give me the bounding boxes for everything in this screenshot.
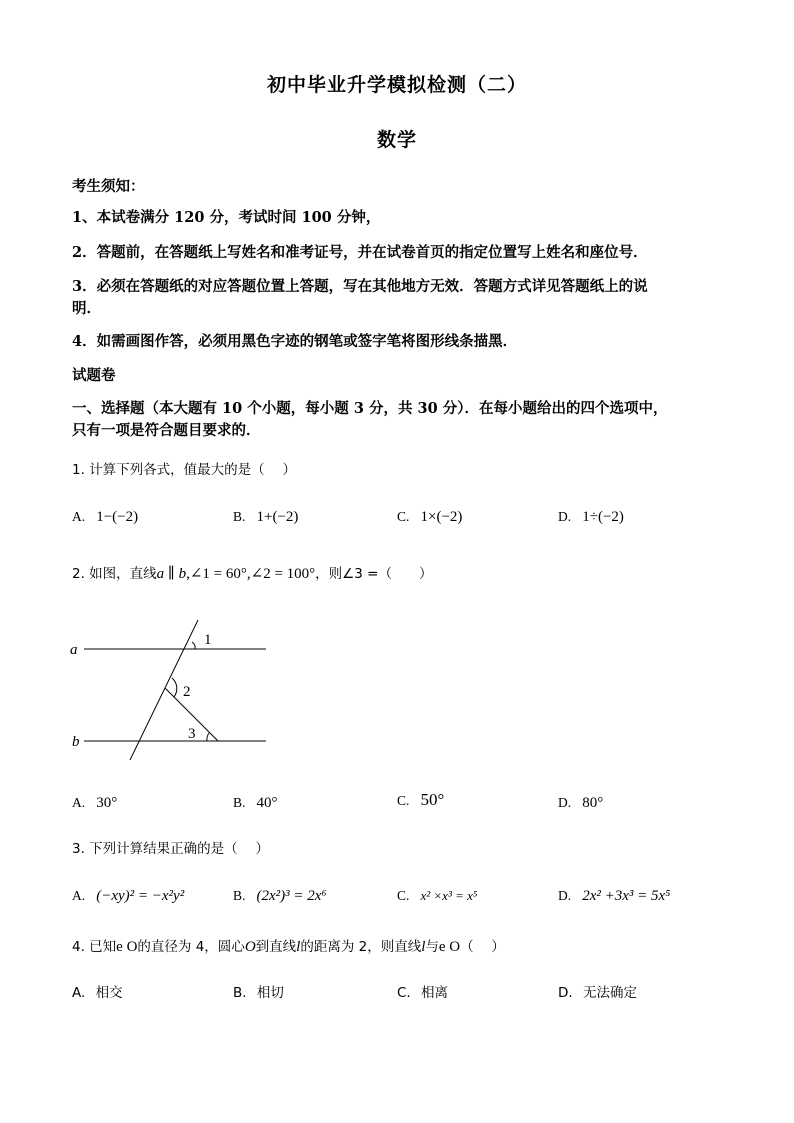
option-text: 无法确定 xyxy=(582,985,637,1001)
option-value: 50° xyxy=(420,790,445,809)
notice-item-3-cont: 明． xyxy=(72,300,101,317)
option-label: C. xyxy=(397,985,411,1001)
option-expr: 1÷(−2) xyxy=(582,509,624,525)
q2-option-c xyxy=(397,790,444,810)
q4-stem-mid2: 到直线 xyxy=(255,939,297,955)
q4-stem-mid3: 的距离为 2，则直线 xyxy=(300,939,422,955)
q3-option-a xyxy=(72,885,184,905)
angle-2-arc xyxy=(172,678,177,697)
option-expr: 1−(−2) xyxy=(96,509,139,525)
label-b: b xyxy=(72,734,80,750)
q3-option-b xyxy=(233,885,327,905)
q4-line-2: l xyxy=(421,939,426,955)
notice-item-4: 4．如需画图作答，必须用黑色字迹的钢笔或签字笔将图形线条描黑． xyxy=(72,333,518,350)
option-value: 30° xyxy=(96,795,118,811)
option-expr: 2x² +3x³ = 5x⁵ xyxy=(582,888,671,904)
q1-option-c xyxy=(397,506,462,526)
section-label: 试题卷 xyxy=(72,367,116,384)
q4-center: O xyxy=(244,939,256,955)
option-label: D. xyxy=(558,985,573,1001)
option-label: B. xyxy=(233,888,246,903)
notice-item-2: 2．答题前，在答题纸上写姓名和准考证号，并在试卷首页的指定位置写上姓名和座位号． xyxy=(72,244,648,261)
q4-stem-suffix: （ ） xyxy=(460,939,505,955)
angle-1-arc xyxy=(192,642,195,649)
q2-option-b xyxy=(233,792,277,812)
option-label: C. xyxy=(397,888,410,903)
q4-option-c xyxy=(397,981,448,1001)
option-label: A. xyxy=(72,985,86,1001)
option-text: 相离 xyxy=(421,985,449,1001)
notice-heading: 考生须知： xyxy=(72,178,145,195)
q1-option-d xyxy=(558,506,624,526)
option-expr: 1×(−2) xyxy=(420,509,463,525)
option-label: C. xyxy=(397,509,410,524)
q4-line: l xyxy=(296,939,301,955)
q2-option-d xyxy=(558,792,603,812)
section-heading-line1: 一、选择题（本大题有 10 个小题，每小题 3 分，共 30 分）．在每小题给出的四个选项中， xyxy=(72,400,668,417)
q4-stem-mid4: 与 xyxy=(425,939,439,955)
option-label: B. xyxy=(233,985,247,1001)
q2-stem-b: b xyxy=(178,566,187,582)
option-label: C. xyxy=(397,793,410,808)
q4-option-a xyxy=(72,981,123,1001)
q1-option-b xyxy=(233,506,298,526)
q4-stem-mid1: 的直径为 4，圆心 xyxy=(137,939,245,955)
notice-item-1: 1、本试卷满分 120 分，考试时间 100 分钟， xyxy=(72,209,381,226)
option-label: B. xyxy=(233,509,246,524)
q3-option-d xyxy=(558,885,670,905)
q2-stem-a: a xyxy=(156,566,165,582)
q3-stem: 3. 下列计算结果正确的是（ ） xyxy=(72,841,269,857)
q4-option-b xyxy=(233,981,284,1001)
option-value: 80° xyxy=(582,795,604,811)
label-angle-1: 1 xyxy=(204,632,212,648)
q1-option-a xyxy=(72,506,138,526)
option-label: D. xyxy=(558,795,572,810)
option-expr: 1+(−2) xyxy=(256,509,299,525)
option-label: A. xyxy=(72,509,86,524)
option-expr: x² ×x³ = x⁵ xyxy=(420,888,478,903)
q2-stem-prefix: 2. 如图，直线 xyxy=(72,566,157,582)
q4-circle: e O xyxy=(116,939,138,955)
q2-stem xyxy=(72,562,432,583)
q2-stem-parallel: ∥ xyxy=(164,566,179,582)
parallel-lines-figure xyxy=(68,620,278,760)
option-label: D. xyxy=(558,888,572,903)
subject-title: 数学 xyxy=(376,129,417,151)
q4-stem-prefix: 4. 已知 xyxy=(72,939,117,955)
label-a: a xyxy=(70,642,78,658)
option-label: A. xyxy=(72,888,86,903)
option-label: A. xyxy=(72,795,86,810)
notice-item-3: 3．必须在答题纸的对应答题位置上答题，写在其他地方无效．答题方式详见答题纸上的说 xyxy=(72,278,648,295)
q4-stem xyxy=(72,935,505,956)
q4-option-d xyxy=(558,981,637,1001)
option-label: D. xyxy=(558,509,572,524)
option-expr: (−xy)² = −x²y² xyxy=(96,888,185,904)
option-value: 40° xyxy=(256,795,278,811)
q2-stem-angles: ,∠1 = 60°,∠2 = 100° xyxy=(186,566,316,582)
option-text: 相交 xyxy=(95,985,123,1001)
label-angle-3: 3 xyxy=(188,726,196,742)
q2-option-a xyxy=(72,792,117,812)
q3-option-c xyxy=(397,885,477,904)
angle-3-arc xyxy=(207,733,209,741)
exam-title: 初中毕业升学模拟检测（二） xyxy=(266,74,527,96)
q2-stem-suffix: ，则∠3 =（ ） xyxy=(315,566,433,582)
q1-stem: 1. 计算下列各式，值最大的是（ ） xyxy=(72,462,296,478)
option-text: 相切 xyxy=(256,985,284,1001)
option-expr: (2x²)³ = 2x⁶ xyxy=(256,888,327,904)
option-label: B. xyxy=(233,795,246,810)
q4-circle-2: e O xyxy=(438,939,461,955)
label-angle-2: 2 xyxy=(183,684,191,700)
section-heading-line2: 只有一项是符合题目要求的． xyxy=(72,422,261,439)
